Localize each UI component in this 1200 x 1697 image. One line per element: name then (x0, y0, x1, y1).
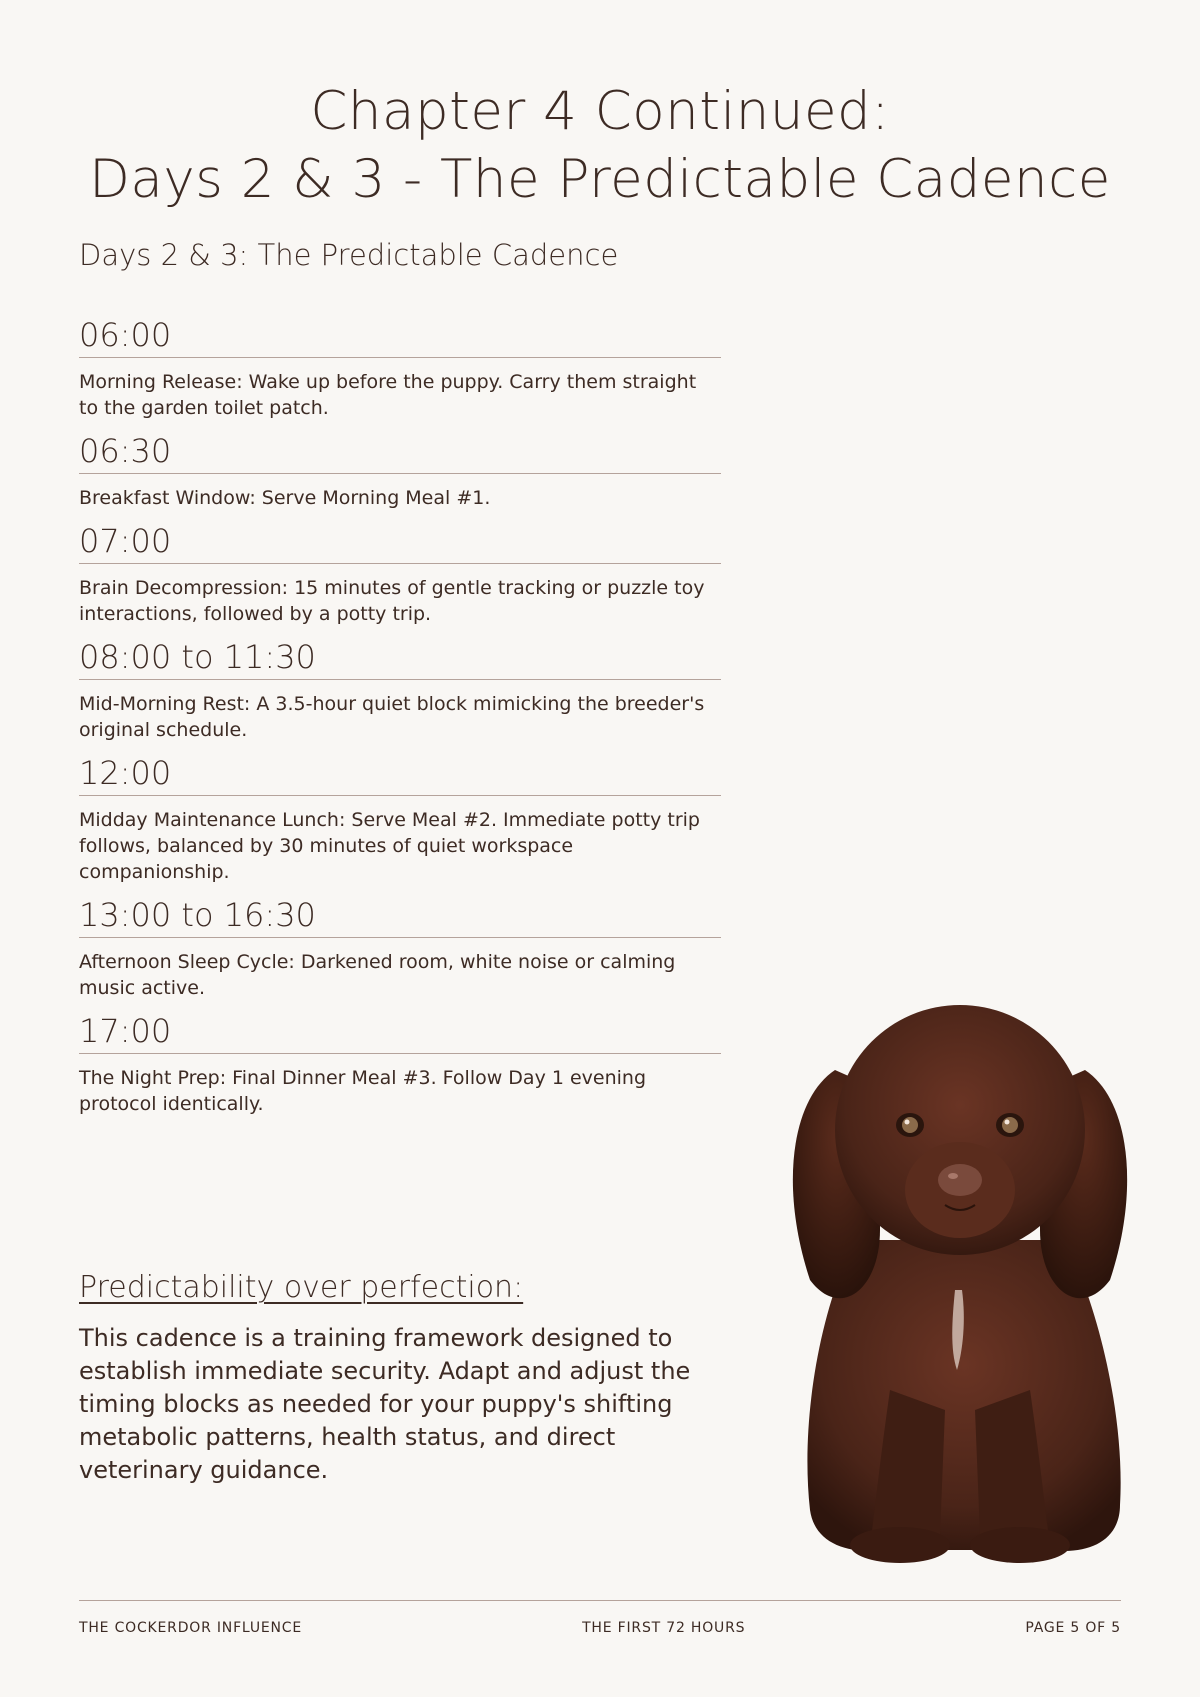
schedule-description: Morning Release: Wake up before the puppy. Carry them straight to the garden toilet patch. (79, 371, 697, 419)
schedule-item (79, 1011, 721, 1117)
schedule-description: Afternoon Sleep Cycle: Darkened room, white noise or calming music active. (79, 951, 676, 999)
schedule-time: 08:00 to 11:30 (79, 637, 721, 680)
page-footer (79, 1620, 1121, 1636)
title-line-2: Days 2 & 3 - The Predictable Cadence (89, 149, 1111, 210)
schedule-item (79, 637, 721, 743)
page-title (0, 78, 1200, 214)
schedule-time: 13:00 to 16:30 (79, 895, 721, 938)
schedule-item (79, 431, 721, 511)
schedule-item (79, 895, 721, 1001)
schedule-list (79, 315, 721, 1127)
schedule-time: 12:00 (79, 753, 721, 796)
schedule-description: Breakfast Window: Serve Morning Meal #1. (79, 487, 491, 509)
schedule-description: Mid-Morning Rest: A 3.5-hour quiet block mimicking the breeder's original schedule. (79, 693, 705, 741)
schedule-time: 07:00 (79, 521, 721, 564)
schedule-description: Midday Maintenance Lunch: Serve Meal #2. Immediate potty trip follows, balanced by 30 minutes of quiet workspace companionship. (79, 809, 700, 883)
puppy-photo (760, 990, 1160, 1570)
schedule-time: 06:00 (79, 315, 721, 358)
schedule-description: Brain Decompression: 15 minutes of gentle tracking or puzzle toy interactions, followed by a potty trip. (79, 577, 705, 625)
title-line-1: Chapter 4 Continued: (310, 81, 890, 142)
section-subtitle: Days 2 & 3: The Predictable Cadence (79, 238, 619, 272)
footer-page-number: PAGE 5 OF 5 (1025, 1620, 1121, 1636)
schedule-item (79, 315, 721, 421)
schedule-item (79, 521, 721, 627)
note-body: This cadence is a training framework designed to establish immediate security. Adapt and adjust the timing blocks as needed for your puppy's shifting metabolic patterns, health status, and direct veterinary guidance. (79, 1324, 691, 1484)
note-heading: Predictability over perfection: (79, 1270, 524, 1305)
schedule-time: 06:30 (79, 431, 721, 474)
footer-left: THE COCKERDOR INFLUENCE (79, 1620, 303, 1636)
schedule-item (79, 753, 721, 885)
schedule-time: 17:00 (79, 1011, 721, 1054)
footer-divider (79, 1600, 1121, 1601)
footer-center: THE FIRST 72 HOURS (582, 1620, 746, 1636)
schedule-description: The Night Prep: Final Dinner Meal #3. Follow Day 1 evening protocol identically. (79, 1067, 647, 1115)
